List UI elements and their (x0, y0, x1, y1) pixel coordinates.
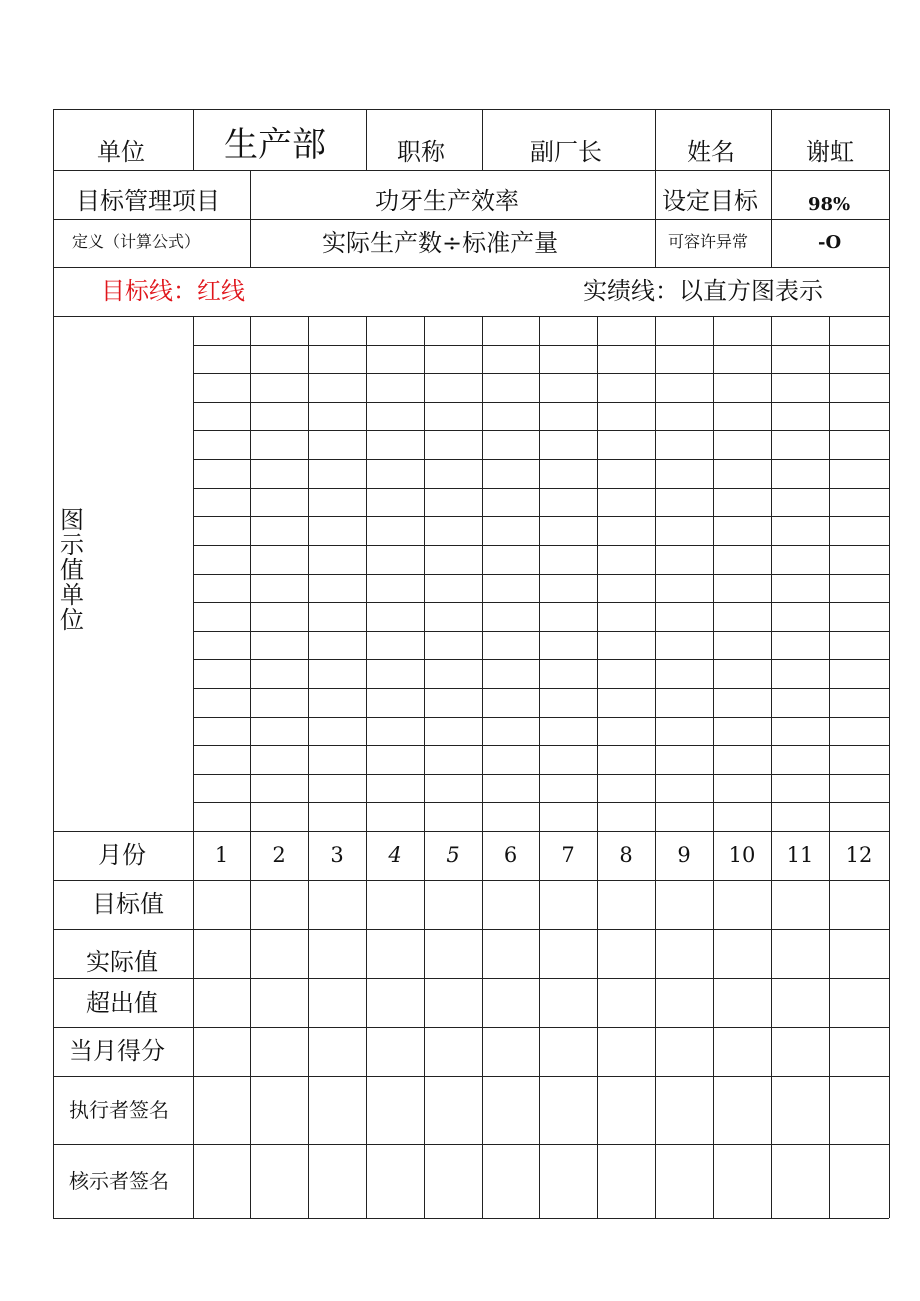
chart-gridline (193, 402, 889, 403)
column-divider (424, 316, 425, 1218)
executor-signature-label: 执行者签名 (69, 1098, 169, 1122)
chart-gridline (193, 574, 889, 575)
exceed-value-label: 超出值 (86, 989, 158, 1017)
monthly-score-label: 当月得分 (69, 1037, 165, 1065)
column-divider (366, 316, 367, 1218)
chart-gridline (193, 459, 889, 460)
header-divider (366, 109, 367, 170)
goal-value: 98% (808, 194, 851, 215)
header-divider (482, 109, 483, 170)
outer-border-left (53, 109, 54, 1218)
month-7: 7 (561, 843, 575, 867)
month-11: 11 (786, 843, 814, 867)
outer-border-top (53, 109, 889, 110)
row-separator (53, 1027, 889, 1028)
month-10: 10 (728, 843, 756, 867)
month-2: 2 (272, 843, 286, 867)
column-divider (713, 316, 714, 1218)
name-label: 姓名 (687, 138, 735, 166)
column-divider (829, 316, 830, 1218)
chart-gridline (193, 545, 889, 546)
month-label: 月份 (98, 841, 146, 869)
column-divider (308, 316, 309, 1218)
target-value-label: 目标值 (92, 890, 164, 918)
column-divider (250, 316, 251, 1218)
row-divider (771, 170, 772, 267)
row-separator (53, 1144, 889, 1145)
chart-gridline (193, 631, 889, 632)
tolerance-value: -O (818, 232, 842, 253)
month-12: 12 (845, 843, 873, 867)
chart-gridline (193, 688, 889, 689)
outer-border-right (889, 109, 890, 1218)
column-divider (539, 316, 540, 1218)
header-divider (193, 109, 194, 170)
unit-label: 单位 (97, 138, 145, 166)
row-separator (53, 880, 889, 881)
row-separator (53, 267, 889, 268)
chart-gridline (193, 430, 889, 431)
formula-value: 实际生产数÷标准产量 (322, 229, 559, 257)
checker-signature-label: 核示者签名 (69, 1169, 169, 1193)
chart-gridline (193, 345, 889, 346)
chart-gridline (193, 745, 889, 746)
row-divider (655, 170, 656, 267)
target-item-label: 目标管理项目 (76, 187, 220, 215)
row-separator (53, 219, 889, 220)
name-value: 谢虹 (806, 138, 854, 166)
goal-label: 设定目标 (662, 187, 758, 215)
actual-value-label: 实际值 (86, 948, 158, 976)
row-separator (53, 316, 889, 317)
month-8: 8 (619, 843, 633, 867)
target-item-value: 功牙生产效率 (375, 187, 519, 215)
month-6: 6 (503, 843, 518, 867)
month-1: 1 (214, 843, 229, 867)
outer-border-bottom (53, 1218, 889, 1219)
chart-gridline (193, 774, 889, 775)
month-9: 9 (677, 843, 691, 867)
definition-label: 定义（计算公式） (72, 232, 201, 251)
column-divider (597, 316, 598, 1218)
tolerance-label: 可容许异常 (668, 232, 749, 251)
chart-unit-label: 图示值单位 (60, 506, 84, 634)
actual-line-legend: 实绩线：以直方图表示 (583, 277, 823, 305)
month-4: 4 (388, 843, 402, 867)
chart-gridline (193, 373, 889, 374)
unit-value: 生产部 (224, 125, 326, 165)
title-label: 职称 (397, 138, 445, 166)
target-line-legend: 目标线：红线 (101, 277, 245, 305)
chart-gridline (193, 602, 889, 603)
chart-gridline (193, 488, 889, 489)
row-divider (250, 170, 251, 267)
chart-gridline (193, 717, 889, 718)
chart-gridline (193, 516, 889, 517)
column-divider (193, 316, 194, 1218)
title-value: 副厂长 (530, 138, 602, 166)
month-5: 5 (446, 843, 460, 867)
column-divider (482, 316, 483, 1218)
header-divider (771, 109, 772, 170)
row-separator (53, 929, 889, 930)
row-separator (53, 831, 889, 832)
header-divider (655, 109, 656, 170)
column-divider (655, 316, 656, 1218)
chart-gridline (193, 802, 889, 803)
column-divider (771, 316, 772, 1218)
row-separator (53, 978, 889, 979)
row-separator (53, 170, 889, 171)
month-3: 3 (330, 843, 344, 867)
row-separator (53, 1076, 889, 1077)
chart-gridline (193, 659, 889, 660)
